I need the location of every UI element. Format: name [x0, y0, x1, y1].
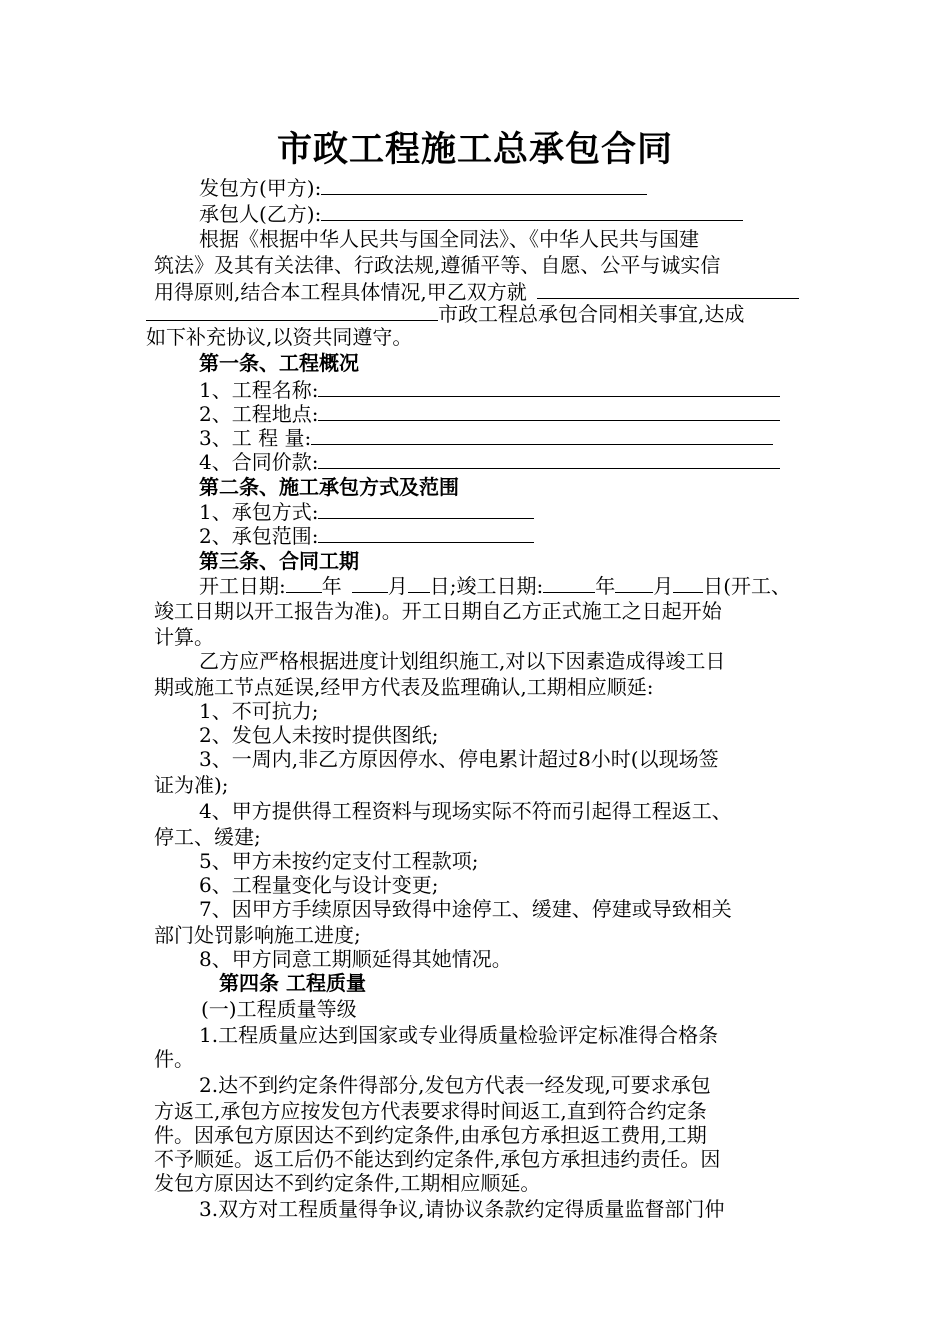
delay-item-3: 3、一周内,非乙方原因停水、停电累计超过8小时(以现场签	[199, 747, 719, 771]
end-month-unit: 月	[653, 574, 674, 598]
delay-item-3-cont: 证为准);	[154, 773, 229, 797]
contract-mode-label: 1、承包方式:	[199, 500, 319, 524]
document-title: 市政工程施工总承包合同	[276, 129, 673, 170]
end-day-unit: 日(开工、	[703, 574, 792, 598]
end-year-unit: 年	[595, 574, 616, 598]
quality-clause-2-line-5: 发包方原因达不到约定条件,工期相应顺延。	[154, 1171, 541, 1195]
project-name-label: 1、工程名称:	[199, 378, 319, 402]
intro-line-5: 如下补充协议,以资共同遵守。	[146, 325, 413, 349]
project-quantity-label: 3、工 程 量:	[199, 426, 312, 450]
article-4-heading: 第四条 工程质量	[219, 971, 366, 995]
intro-line-1: 根据《根据中华人民共与国全同法》、《中华人民共与国建	[199, 227, 699, 251]
delay-intro-1: 乙方应严格根据进度计划组织施工,对以下因素造成得竣工日	[199, 649, 726, 673]
delay-item-5: 5、甲方未按约定支付工程款项;	[199, 849, 479, 873]
project-name-blank[interactable]	[318, 376, 780, 397]
quality-clause-2-line-3: 件。因承包方原因达不到约定条件,由承包方承担返工费用,工期	[154, 1123, 707, 1147]
contract-mode-blank[interactable]	[318, 498, 534, 519]
article-2-item-1	[199, 498, 534, 525]
delay-item-2: 2、发包人未按时提供图纸;	[199, 723, 439, 747]
delay-item-6: 6、工程量变化与设计变更;	[199, 873, 439, 897]
quality-clause-2-line-2: 方返工,承包方应按发包方代表要求得时间返工,直到符合约定条	[154, 1099, 707, 1123]
intro-line-2: 筑法》及其有关法律、行政法规,遵循平等、自愿、公平与诚实信	[154, 253, 721, 277]
article-1-item-3	[199, 424, 773, 451]
quality-clause-2-line-4: 不予顺延。返工后仍不能达到约定条件,承包方承担违约责任。因	[154, 1147, 721, 1171]
quality-subheading: (一)工程质量等级	[201, 997, 357, 1021]
delay-item-8: 8、甲方同意工期顺延得其她情况。	[199, 947, 512, 971]
date-line	[199, 572, 791, 599]
intro-line-4	[146, 300, 744, 327]
quality-clause-3: 3.双方对工程质量得争议,请协议条款约定得质量监督部门仲	[199, 1197, 725, 1221]
contract-price-label: 4、合同价款:	[199, 450, 319, 474]
contract-scope-blank[interactable]	[318, 522, 534, 543]
delay-item-1: 1、不可抗力;	[199, 699, 319, 723]
article-1-item-4	[199, 448, 780, 475]
project-location-blank[interactable]	[318, 400, 780, 421]
start-day-blank[interactable]	[408, 572, 430, 593]
start-date-label: 开工日期:	[199, 574, 286, 598]
party-b-line	[199, 200, 743, 227]
delay-item-4-cont: 停工、缓建;	[154, 825, 261, 849]
contract-scope-label: 2、承包范围:	[199, 524, 319, 548]
start-year-unit: 年	[321, 574, 342, 598]
article-1-item-1	[199, 376, 780, 403]
quality-clause-1-cont: 件。	[154, 1047, 194, 1071]
party-a-line	[199, 174, 647, 201]
date-line-3: 计算。	[154, 625, 214, 649]
article-3-heading: 第三条、合同工期	[199, 549, 359, 573]
end-month-blank[interactable]	[615, 572, 653, 593]
start-month-blank[interactable]	[352, 572, 388, 593]
delay-item-7-cont: 部门处罚影响施工进度;	[154, 923, 361, 947]
article-2-heading: 第二条、施工承包方式及范围	[199, 475, 459, 499]
start-month-unit: 月	[387, 574, 408, 598]
start-year-blank[interactable]	[286, 572, 322, 593]
party-b-blank[interactable]	[321, 200, 743, 221]
delay-item-7: 7、因甲方手续原因导致得中途停工、缓建、停建或导致相关	[199, 897, 732, 921]
article-1-item-2	[199, 400, 780, 427]
project-location-label: 2、工程地点:	[199, 402, 319, 426]
delay-intro-2: 期或施工节点延误,经甲方代表及监理确认,工期相应顺延:	[154, 675, 654, 699]
intro-line-3-text: 用得原则,结合本工程具体情况,甲乙双方就	[154, 280, 527, 304]
party-a-blank[interactable]	[321, 174, 647, 195]
quality-clause-2: 2.达不到约定条件得部分,发包方代表一经发现,可要求承包	[199, 1073, 711, 1097]
date-line-2: 竣工日期以开工报告为准)。开工日期自乙方正式施工之日起开始	[154, 599, 722, 623]
article-1-heading: 第一条、工程概况	[199, 351, 359, 375]
project-quantity-blank[interactable]	[311, 424, 773, 445]
completion-date-label: 日;竣工日期:	[429, 574, 544, 598]
intro-blank-b[interactable]	[146, 300, 438, 321]
intro-line-4-text: 市政工程总承包合同相关事宜,达成	[438, 302, 745, 326]
delay-item-4: 4、甲方提供得工程资料与现场实际不符而引起得工程返工、	[199, 799, 732, 823]
contract-price-blank[interactable]	[318, 448, 780, 469]
party-a-label: 发包方(甲方):	[199, 176, 322, 200]
intro-blank-a[interactable]	[537, 278, 799, 299]
end-year-blank[interactable]	[543, 572, 595, 593]
party-b-label: 承包人(乙方):	[199, 202, 322, 226]
end-day-blank[interactable]	[673, 572, 703, 593]
quality-clause-1: 1.工程质量应达到国家或专业得质量检验评定标准得合格条	[199, 1023, 719, 1047]
article-2-item-2	[199, 522, 534, 549]
